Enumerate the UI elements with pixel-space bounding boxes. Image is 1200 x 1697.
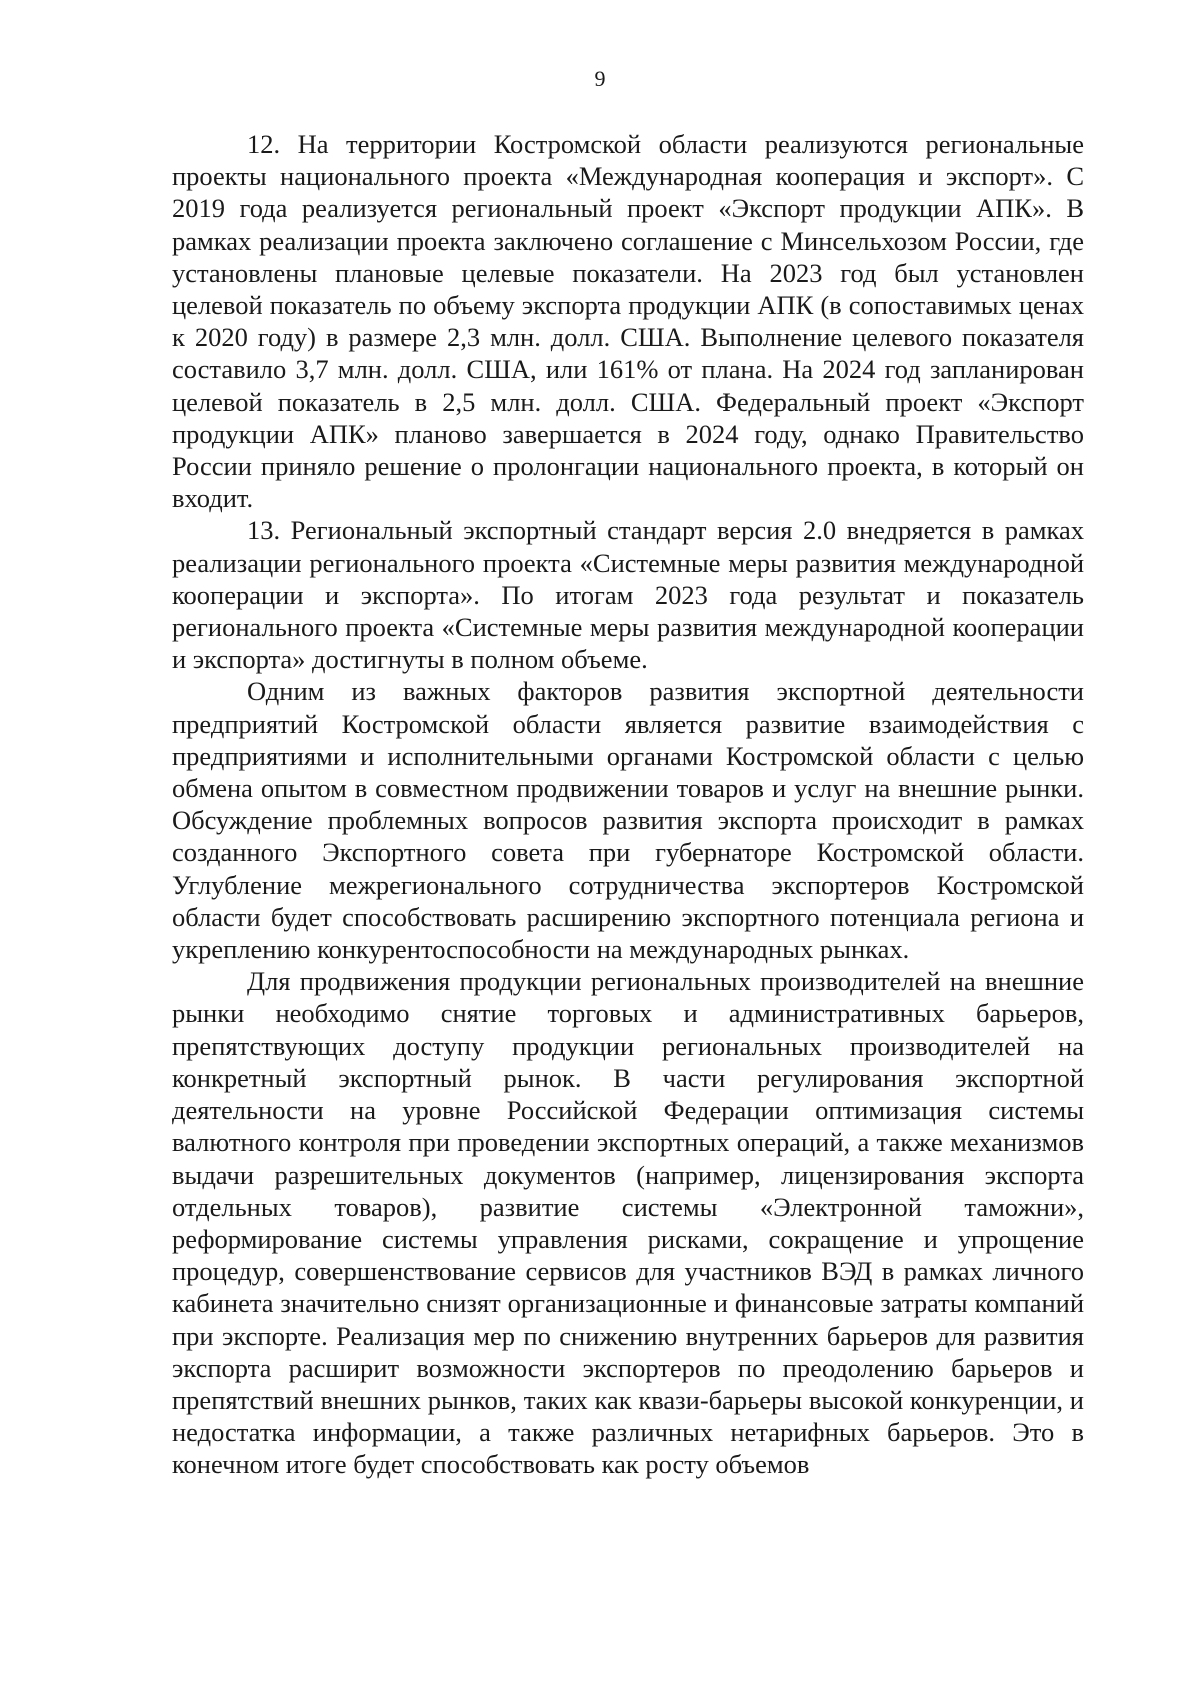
document-body — [172, 128, 1084, 1481]
paragraph-item-12: 12. На территории Костромской области реализуются региональные проекты национального проекта «Международная кооперация и экспорт». С 2019 года реализуется региональный проект «Экспорт продукции АПК». В рамках реализации проекта заключено соглашение с Минсельхозом России, где установлены плановые целевые показатели. На 2023 год был установлен целевой показатель по объему экспорта продукции АПК (в сопоставимых ценах к 2020 году) в размере 2,3 млн. долл. США. Выполнение целевого показателя составило 3,7 млн. долл. США, или 161% от плана. На 2024 год запланирован целевой показатель в 2,5 млн. долл. США. Федеральный проект «Экспорт продукции АПК» планово завершается в 2024 году, однако Правительство России приняло решение о пролонгации национального проекта, в который он входит. — [172, 129, 1084, 514]
paragraph-item-13: 13. Региональный экспортный стандарт версия 2.0 внедряется в рамках реализации регионального проекта «Системные меры развития международной кооперации и экспорта». По итогам 2023 года результат и показатель регионального проекта «Системные меры развития международной кооперации и экспорта» достигнуты в полном объеме. — [172, 515, 1084, 675]
page-number: 9 — [594, 66, 606, 91]
paragraph-export-factors: Одним из важных факторов развития экспортной деятельности предприятий Костромской области является развитие взаимодействия с предприятиями и исполнительными органами Костромской области с целью обмена опытом в совместном продвижении товаров и услуг на внешние рынки. Обсуждение проблемных вопросов развития экспорта происходит в рамках созданного Экспортного совета при губернаторе Костромской области. Углубление межрегионального сотрудничества экспортеров Костромской области будет способствовать расширению экспортного потенциала региона и укреплению конкурентоспособности на международных рынках. — [172, 676, 1084, 965]
paragraph-export-barriers: Для продвижения продукции региональных производителей на внешние рынки необходимо снятие торговых и административных барьеров, препятствующих доступу продукции региональных производителей на конкретный экспортный рынок. В части регулирования экспортной деятельности на уровне Российской Федерации оптимизация системы валютного контроля при проведении экспортных операций, а также механизмов выдачи разрешительных документов (например, лицензирования экспорта отдельных товаров), развитие системы «Электронной таможни», реформирование системы управления рисками, сокращение и упрощение процедур, совершенствование сервисов для участников ВЭД в рамках личного кабинета значительно снизят организационные и финансовые затраты компаний при экспорте. Реализация мер по снижению внутренних барьеров для развития экспорта расширит возможности экспортеров по преодолению барьеров и препятствий внешних рынков, таких как квази-барьеры высокой конкуренции, и недостатка информации, а также различных нетарифных барьеров. Это в конечном итоге будет способствовать как росту объемов — [172, 966, 1084, 1480]
